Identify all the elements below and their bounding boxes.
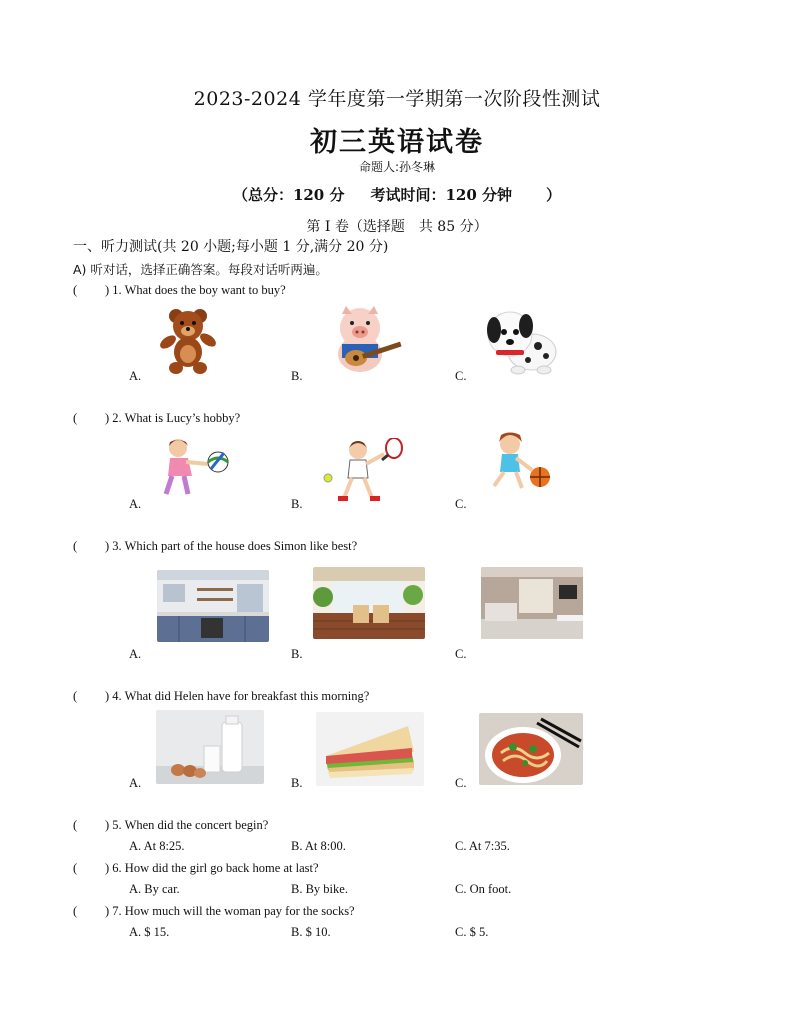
score-time-line — [0, 184, 794, 205]
option-b[interactable]: B. $ 10. — [291, 925, 331, 939]
option-b[interactable]: B. — [291, 776, 303, 790]
answer-blank[interactable]: ( — [73, 539, 78, 553]
option-a[interactable]: A. — [129, 497, 142, 511]
option-a[interactable]: A. At 8:25. — [129, 839, 185, 853]
option-b[interactable]: B. — [291, 497, 303, 511]
question-2: ( ) 2. What is Lucy’s hobby? — [73, 411, 241, 425]
section-title: 一、听力测试(共 20 小题;每小题 1 分,满分 20 分) — [73, 239, 389, 255]
option-a[interactable]: A. — [129, 776, 142, 790]
setter-line: 命题人:孙冬琳 — [358, 160, 436, 174]
pig-guitar-icon — [326, 304, 408, 376]
answer-blank[interactable]: ( — [73, 818, 78, 832]
option-a[interactable]: A. By car. — [129, 882, 180, 896]
eggs-milk-photo — [156, 710, 264, 784]
question-text: 3. Which part of the house does Simon like best? — [112, 539, 358, 553]
option-c[interactable]: C. — [455, 776, 467, 790]
sandwich-photo — [316, 712, 424, 786]
question-text: 2. What is Lucy’s hobby? — [112, 411, 241, 425]
question-text: 7. How much will the woman pay for the socks? — [112, 904, 355, 918]
balcony-photo — [313, 567, 425, 639]
question-3: ( ) 3. Which part of the house does Simon like best? — [73, 539, 358, 553]
tennis-girl-icon — [322, 438, 406, 504]
option-c[interactable]: C. — [455, 497, 467, 511]
answer-blank[interactable]: ( — [73, 689, 78, 703]
volume-title: 第 I 卷（选择题 共 85 分） — [306, 219, 488, 235]
question-text: 6. How did the girl go back home at last? — [112, 861, 319, 875]
teddy-bear-icon — [156, 304, 220, 376]
option-b[interactable]: B. At 8:00. — [291, 839, 346, 853]
answer-blank[interactable]: ( — [73, 283, 78, 297]
option-b[interactable]: B. — [291, 647, 303, 661]
question-7: ( ) 7. How much will the woman pay for the socks? — [73, 904, 355, 918]
section-instruction: A) 听对话，选择正确答案。每段对话听两遍。 — [73, 262, 328, 277]
option-c[interactable]: C. At 7:35. — [455, 839, 510, 853]
living-room-photo — [481, 567, 583, 639]
answer-blank[interactable]: ( — [73, 904, 78, 918]
option-a[interactable]: A. $ 15. — [129, 925, 170, 939]
volleyball-girl-icon — [158, 436, 232, 498]
total-score: （总分：120 分 — [232, 186, 345, 204]
question-6: ( ) 6. How did the girl go back home at last? — [73, 861, 319, 875]
question-4: ( ) 4. What did Helen have for breakfast this morning? — [73, 689, 370, 703]
answer-blank[interactable]: ( — [73, 411, 78, 425]
question-text: 5. When did the concert begin? — [112, 818, 269, 832]
term-title: 2023-2024 学年度第一学期第一次阶段性测试 — [193, 88, 601, 110]
noodles-photo — [479, 713, 583, 785]
answer-blank[interactable]: ( — [73, 861, 78, 875]
option-c[interactable]: C. On foot. — [455, 882, 512, 896]
option-a[interactable]: A. — [129, 647, 142, 661]
toy-dog-icon — [482, 306, 560, 376]
exam-title: 初三英语试卷 — [310, 127, 484, 158]
option-b[interactable]: B. — [291, 369, 303, 383]
exam-time: 考试时间：120 分钟 — [370, 186, 513, 204]
question-text: 4. What did Helen have for breakfast this morning? — [112, 689, 370, 703]
score-close-paren: ） — [546, 186, 562, 204]
question-1: ( ) 1. What does the boy want to buy? — [73, 283, 286, 297]
option-a[interactable]: A. — [129, 369, 142, 383]
option-c[interactable]: C. — [455, 647, 467, 661]
question-text: 1. What does the boy want to buy? — [112, 283, 286, 297]
question-5: ( ) 5. When did the concert begin? — [73, 818, 269, 832]
option-c[interactable]: C. — [455, 369, 467, 383]
basketball-girl-icon — [486, 430, 552, 492]
option-b[interactable]: B. By bike. — [291, 882, 348, 896]
option-c[interactable]: C. $ 5. — [455, 925, 489, 939]
kitchen-photo — [157, 570, 269, 642]
